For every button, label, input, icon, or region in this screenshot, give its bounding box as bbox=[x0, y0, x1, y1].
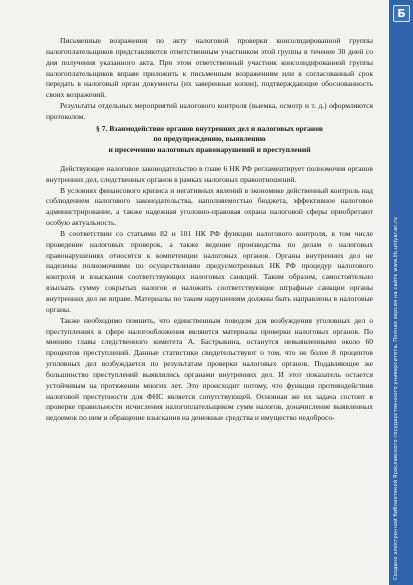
paragraph: В соответствии со статьями 82 и 101 НК РФ функции налогового контроля, в том числе проведение налоговых проверок, а также ведение производства по делам о налоговых правонарушениях относятся к компетенции налоговых органов. Органы внутренних дел не наделены полномочиями по осуществлению предусмотренных НК РФ процедур налогового контроля и взыскания соответствующих налоговых санкций. Таким образом, самостоятельно взыскать сумму сокрытых налогов и наложить соответствующие штрафные санкции органы внутренних дел не вправе. Материалы по таким нарушениям должны быть направлены в налоговые органы. bbox=[46, 228, 373, 314]
paragraph: Письменные возражения по акту налоговой проверки консолидированной группы налогоплательщиков представляются ответственным участником этой группы в течение 30 дней со дня получения указанного акта. При этом ответственный участник консолидированной группы налогоплательщиков вправе приложить к письменным возражениям или в согласованный срок передать в налоговый орган документы (их заверенные копии), подтверждающие обоснованность своих возражений. bbox=[46, 36, 373, 100]
library-side-panel bbox=[389, 0, 413, 585]
section-heading-line: и пресечению налоговых правонарушений и преступлений bbox=[108, 145, 311, 155]
paragraph: Результаты отдельных мероприятий налогового контроля (выемка, осмотр и т. д.) оформляются протоколом. bbox=[46, 101, 373, 121]
paragraph: В условиях финансового кризиса и негативных явлений в экономике действенный контроль над соблюдением налогового законодательства, наполняемостью бюджета, эффективное налоговое администрирование, а также надежная уголовно-правовая охрана налоговой сферы приобретают особую актуальность. bbox=[46, 185, 373, 228]
paragraph: Также необходимо помнить, что единственным поводом для возбуждения уголовных дел о преступлениях в сфере налогообложения являются материалы проверки налоговых органов. По мнению главы следственного комитета А. Бастрыкина, останутся невыявленными около 60 процентов преступлений. Данные статистики свидетельствуют о том, что не более 8 процентов уголовных дел возбуждается по результатам проверки налоговых органов. Подавляющее же большинство преступлений выявлялись органами внутренних дел. И этот показатель остается устойчивым на протяжении многих лет. Это происходит потому, что функция противодействия налоговой преступности для ФНС является сопутствующей. Основная же их задача состоит в проверке правильности исчисления налогоплательщиком сумм налогов, доначисление выявленных недоимок по ним и обращение взыскания на денежные средства и имущество недобросо- bbox=[46, 315, 373, 423]
paragraph: Действующее налоговое законодательство в главе 6 НК РФ регламентирует полномочия органов внутренних дел, следственных органов в рамках налоговых правоотношений. bbox=[46, 163, 373, 184]
library-text-wrap bbox=[389, 25, 413, 580]
library-logo-icon: Б bbox=[393, 5, 410, 22]
document-text bbox=[46, 36, 373, 424]
section-heading-line: по предупреждению, выявлению bbox=[153, 134, 266, 144]
library-notice: Создано электронной библиотекой Ярославского государственного университета. Полная версия на сайте www.lib.uniyar.ac.ru bbox=[393, 217, 399, 580]
section-heading-line: § 7. Взаимодействие органов внутренних дел и налоговых органов bbox=[96, 123, 323, 133]
section-heading bbox=[46, 124, 373, 156]
